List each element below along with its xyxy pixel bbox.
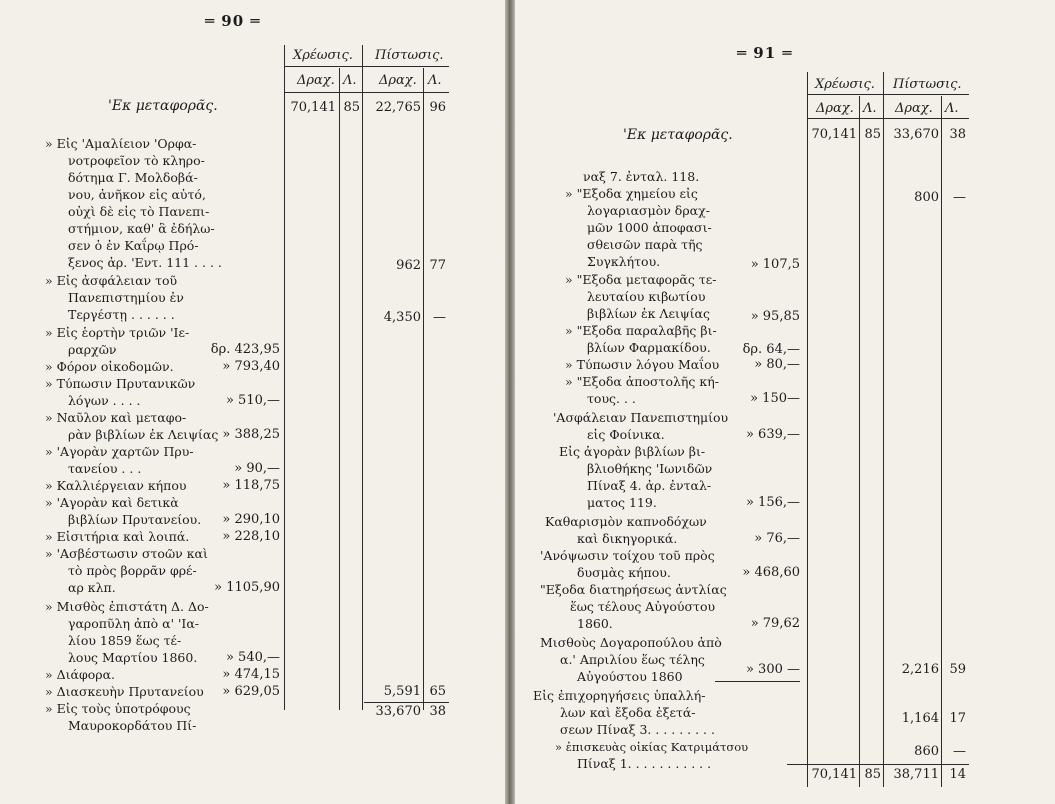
sub-amount: » 156,— bbox=[745, 495, 800, 510]
entry-line: Μισθοὺς Δογαροπούλου ἀπὸ bbox=[540, 635, 722, 650]
total-debit-l: 85 bbox=[864, 767, 881, 782]
entry-line: » Διασκευὴν Πρυτανείου bbox=[45, 684, 204, 699]
carried-credit-l: 38 bbox=[949, 127, 966, 142]
entry-line: σθεισῶν παρὰ τῆς bbox=[587, 237, 703, 252]
sub-amount: δρ. 64,— bbox=[742, 342, 800, 357]
carried-debit-dr: 70,141 bbox=[811, 127, 857, 142]
sub-amount: » 510,— bbox=[225, 393, 280, 408]
entry-line: » 'Ασβέστωσιν στοῶν καὶ bbox=[45, 546, 208, 561]
header-drach: Δραχ. bbox=[379, 73, 417, 88]
amount-l: 77 bbox=[429, 258, 446, 273]
subtotal-l: 59 bbox=[949, 662, 966, 677]
carried-debit-dr: 70,141 bbox=[290, 100, 336, 115]
entry-line: βλίων Φαρμακίδου. bbox=[587, 340, 711, 355]
entry-line: εἰς Φοίνικα. bbox=[587, 427, 665, 442]
entry-line: Αὐγούστου 1860 bbox=[577, 669, 683, 684]
entry-line: λίου 1859 ἕως τέ- bbox=[68, 633, 182, 648]
entry-line: » 'Αγορὰν καὶ δετικὰ bbox=[45, 495, 179, 510]
rule bbox=[423, 68, 424, 710]
entry-line: "Εξοδα διατηρήσεως ἀντλίας bbox=[540, 582, 727, 597]
header-debit: Χρέωσις. bbox=[293, 48, 353, 63]
rule bbox=[362, 45, 363, 710]
entry-line: λευταίου κιβωτίου bbox=[587, 289, 706, 304]
entry-line: » Τύπωσιν Πρυτανικῶν bbox=[45, 376, 196, 391]
entry-line: Πίναξ 4. ἀρ. ἐνταλ- bbox=[587, 478, 712, 493]
entry-line: Τεργέστῃ . . . . . . bbox=[68, 307, 175, 322]
rule bbox=[807, 72, 808, 787]
sub-amount: » 150— bbox=[750, 391, 800, 406]
amount-dr: 800 bbox=[914, 190, 939, 205]
entry-line: ξενος ἀρ. 'Εντ. 111 . . . . bbox=[68, 255, 222, 270]
total-dr: 33,670 bbox=[375, 704, 421, 719]
entry-line: μῶν 1000 ἀποφασι- bbox=[587, 220, 712, 235]
rule bbox=[715, 681, 800, 682]
entry-line: 1860. bbox=[577, 616, 613, 631]
entry-line: λόγων . . . . bbox=[68, 393, 141, 408]
entry-line: Μαυροκορδάτου Πί- bbox=[68, 718, 197, 733]
sub-amount: » 793,40 bbox=[222, 359, 280, 374]
carried-credit-dr: 33,670 bbox=[893, 127, 939, 142]
entry-line: » "Εξοδα χημείου εἰς bbox=[565, 186, 698, 201]
total-l: 38 bbox=[429, 704, 446, 719]
amount-dr: 962 bbox=[396, 258, 421, 273]
folio-left: ═ 90 ═ bbox=[205, 12, 261, 30]
entry-line: Πανεπιστημίου ἐν bbox=[68, 290, 184, 305]
entry-line: οὐχὶ δὲ εἰς τὸ Πανεπι- bbox=[68, 204, 210, 219]
sub-amount: » 474,15 bbox=[222, 667, 280, 682]
entry-line: βλιοθήκης 'Ιωνιδῶν bbox=[587, 461, 713, 476]
amount-l: — bbox=[433, 310, 446, 325]
header-lepta: Λ. bbox=[863, 101, 877, 116]
sub-amount: » 300 — bbox=[745, 662, 800, 677]
entry-line: ραρχῶν bbox=[68, 342, 117, 357]
entry-line: γαροπῦλη ἀπὸ α' 'Ια- bbox=[68, 616, 200, 631]
entry-line: λων καὶ ἔξοδα ἐξετά- bbox=[560, 705, 696, 720]
rule bbox=[859, 96, 860, 787]
sub-amount: » 76,— bbox=[754, 531, 800, 546]
rule bbox=[284, 92, 449, 93]
total-debit-dr: 70,141 bbox=[811, 767, 857, 782]
carried-credit-dr: 22,765 bbox=[375, 100, 421, 115]
rule bbox=[284, 45, 285, 710]
entry-line: » "Εξοδα μεταφορᾶς τε- bbox=[565, 272, 717, 287]
carried-label: 'Εκ μεταφορᾶς. bbox=[108, 98, 218, 114]
sub-amount: » 90,— bbox=[234, 461, 280, 476]
header-lepta: Λ. bbox=[945, 101, 959, 116]
entry-line: λους Μαρτίου 1860. bbox=[68, 650, 198, 665]
entry-line: » Εἰς 'Αμαλίειον 'Ορφα- bbox=[45, 136, 197, 151]
carried-credit-l: 96 bbox=[429, 100, 446, 115]
sub-amount: δρ. 423,95 bbox=[210, 342, 280, 357]
entry-line: » Εἰς ἀσφάλειαν τοῦ bbox=[45, 273, 178, 288]
entry-line: στήμιον, καθ' ἃ ἐδήλω- bbox=[68, 221, 215, 236]
sub-amount: » 107,5 bbox=[750, 257, 800, 272]
entry-line: Πίναξ 1. . . . . . . . . . . bbox=[577, 756, 712, 771]
sub-amount: » 468,60 bbox=[742, 565, 800, 580]
entry-line: » Εἰς ἑορτὴν τριῶν 'Ιε- bbox=[45, 325, 190, 340]
amount-l: — bbox=[953, 190, 966, 205]
entry-line: δότημα Γ. Μολδοβά- bbox=[68, 170, 198, 185]
entry-line: αρ κλπ. bbox=[68, 580, 116, 595]
entry-line: » ἐπισκευὰς οἰκίας Κατριμάτσου bbox=[555, 740, 749, 754]
entry-line: » Τύπωσιν λόγου Μαΐου bbox=[565, 357, 720, 372]
header-drach: Δραχ. bbox=[297, 73, 335, 88]
rule bbox=[883, 72, 884, 787]
entry-line: τους. . . bbox=[587, 391, 636, 406]
grants-l: 17 bbox=[949, 711, 966, 726]
entry-line: » "Εξοδα ἀποστολῆς κή- bbox=[565, 374, 719, 389]
page-right bbox=[515, 0, 1055, 804]
entry-line: » Διάφορα. bbox=[45, 667, 116, 682]
sub-amount: » 228,10 bbox=[222, 529, 280, 544]
carried-debit-l: 85 bbox=[864, 127, 881, 142]
entry-line: βιβλίων Πρυτανείου. bbox=[68, 512, 202, 527]
entry-line: σεν ὁ ἐν Καΐρῳ Πρό- bbox=[68, 238, 199, 253]
sub-amount: » 118,75 bbox=[222, 478, 280, 493]
subtotal-l: 65 bbox=[429, 684, 446, 699]
sub-amount: » 629,05 bbox=[222, 684, 280, 699]
subtotal-dr: 2,216 bbox=[901, 662, 939, 677]
carried-debit-l: 85 bbox=[343, 100, 360, 115]
total-credit-dr: 38,711 bbox=[893, 767, 939, 782]
sub-amount: » 1105,90 bbox=[214, 580, 280, 595]
entry-line: νου, ἀνῆκον εἰς αὐτό, bbox=[68, 187, 206, 202]
amount-dr: 4,350 bbox=[383, 310, 421, 325]
rule bbox=[364, 702, 449, 703]
entry-line: Συγκλήτου. bbox=[587, 254, 661, 269]
entry-line: τὸ πρὸς βορρᾶν φρέ- bbox=[68, 563, 197, 578]
entry-line: » Καλλιέργειαν κήπου bbox=[45, 478, 187, 493]
rule bbox=[807, 94, 969, 95]
folio-right: ═ 91 ═ bbox=[737, 44, 793, 62]
entry-line: ναξ 7. ἐνταλ. 118. bbox=[583, 169, 700, 184]
entry-line: » Μισθὸς ἐπιστάτη Δ. Δο- bbox=[45, 599, 209, 614]
entry-line: α.' Απριλίου ἕως τέλης bbox=[560, 652, 705, 667]
header-drach: Δραχ. bbox=[816, 101, 854, 116]
repairs-l: — bbox=[953, 744, 966, 759]
entry-line: » Ναῦλον καὶ μεταφο- bbox=[45, 410, 187, 425]
sub-amount: » 95,85 bbox=[750, 309, 800, 324]
entry-line: νοτροφεῖον τὸ κληρο- bbox=[68, 153, 205, 168]
subtotal-dr: 5,591 bbox=[383, 684, 421, 699]
entry-line: Εἰς ἀγορὰν βιβλίων βι- bbox=[559, 444, 706, 459]
entry-line: » Εἰσιτήρια καὶ λοιπά. bbox=[45, 529, 190, 544]
repairs-dr: 860 bbox=[914, 744, 939, 759]
entry-line: 'Ασφάλειαν Πανεπιστημίου bbox=[553, 410, 729, 425]
header-credit: Πίστωσις. bbox=[893, 77, 962, 92]
page-left bbox=[0, 0, 505, 804]
grants-dr: 1,164 bbox=[901, 711, 939, 726]
total-credit-l: 14 bbox=[949, 767, 966, 782]
entry-line: » Φόρον οἰκοδομῶν. bbox=[45, 359, 174, 374]
entry-line: σεων Πίναξ 3. . . . . . . . . bbox=[560, 722, 715, 737]
sub-amount: » 540,— bbox=[225, 650, 280, 665]
entry-line: ἕως τέλους Αὐγούστου bbox=[570, 599, 716, 614]
header-lepta: Λ. bbox=[428, 73, 442, 88]
sub-amount: » 290,10 bbox=[222, 512, 280, 527]
rule bbox=[807, 118, 969, 119]
entry-line: λογαριασμὸν δραχ- bbox=[587, 203, 710, 218]
sub-amount: » 80,— bbox=[754, 357, 800, 372]
sub-amount: » 79,62 bbox=[750, 616, 800, 631]
rule bbox=[339, 68, 340, 710]
entry-line: » "Εξοδα παραλαβῆς βι- bbox=[565, 323, 717, 338]
book-gutter bbox=[505, 0, 515, 804]
carried-label: 'Εκ μεταφορᾶς. bbox=[623, 127, 733, 143]
header-debit: Χρέωσις. bbox=[815, 77, 875, 92]
rule bbox=[284, 66, 449, 67]
entry-line: τανείου . . . bbox=[68, 461, 142, 476]
entry-line: » 'Αγορὰν χαρτῶν Πρυ- bbox=[45, 444, 194, 459]
sub-amount: » 388,25 bbox=[222, 427, 280, 442]
entry-line: 'Ανόψωσιν τοίχου τοῦ πρὸς bbox=[540, 548, 715, 563]
entry-line: » Εἰς τοὺς ὑποτρόφους bbox=[45, 701, 191, 716]
entry-line: Εἰς ἐπιχορηγήσεις ὑπαλλή- bbox=[533, 688, 706, 703]
header-lepta: Λ. bbox=[343, 73, 357, 88]
entry-line: βιβλίων ἐκ Λειψίας bbox=[587, 306, 710, 321]
entry-line: καὶ δικηγορικά. bbox=[577, 531, 678, 546]
header-drach: Δραχ. bbox=[895, 101, 933, 116]
entry-line: ρὰν βιβλίων ἐκ Λειψίας bbox=[68, 427, 219, 442]
header-credit: Πίστωσις. bbox=[375, 48, 444, 63]
entry-line: δυσμὰς κήπου. bbox=[577, 565, 671, 580]
entry-line: ματος 119. bbox=[587, 495, 657, 510]
rule bbox=[787, 764, 969, 765]
entry-line: Καθαρισμὸν καπνοδόχων bbox=[545, 514, 707, 529]
sub-amount: » 639,— bbox=[745, 427, 800, 442]
